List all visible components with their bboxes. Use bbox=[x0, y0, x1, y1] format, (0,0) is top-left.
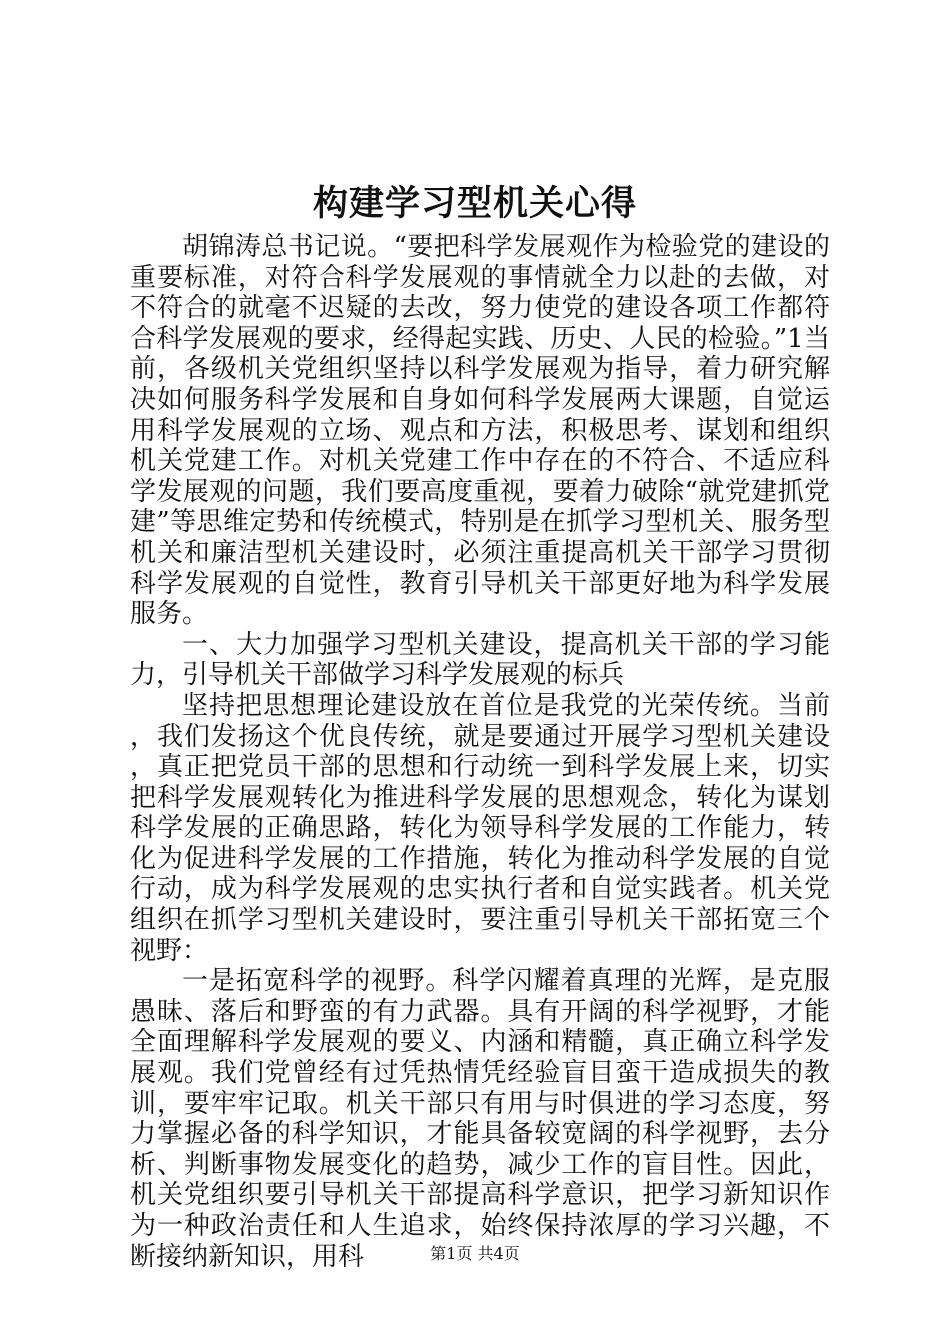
paragraph-theory-building: 坚持把思想理论建设放在首位是我党的光荣传统。当前，我们发扬这个优良传统，就是要通过开展学习型机关建设，真正把党员干部的思想和行动统一到科学发展上来，切实把科学发展观转化为推进科学发展的思想观念，转化为谋划科学发展的正确思路，转化为领导科学发展的工作能力，转化为促进科学发展的工作措施，转化为推动科学发展的自觉行动，成为科学发展观的忠实执行者和自觉实践者。机关党组织在抓学习型机关建设时，要注重引导机关干部拓宽三个视野： bbox=[130, 690, 830, 966]
paragraph-intro: 胡锦涛总书记说。“要把科学发展观作为检验党的建设的重要标准，对符合科学发展观的事情就全力以赴的去做，对不符合的就毫不迟疑的去改，努力使党的建设各项工作都符合科学发展观的要求，经得起实践、历史、人民的检验。”1当前，各级机关党组织坚持以科学发展观为指导，着力研究解决如何服务科学发展和自身如何科学发展两大课题，自觉运用科学发展观的立场、观点和方法，积极思考、谋划和组织机关党建工作。对机关党建工作中存在的不符合、不适应科学发展观的问题，我们要高度重视，要着力破除“就党建抓党建”等思维定势和传统模式，特别是在抓学习型机关、服务型机关和廉洁型机关建设时，必须注重提高机关干部学习贯彻科学发展观的自觉性，教育引导机关干部更好地为科学发展服务。 bbox=[130, 232, 830, 630]
paragraph-science-vision: 一是拓宽科学的视野。科学闪耀着真理的光辉，是克服愚昧、落后和野蛮的有力武器。具有开阔的科学视野，才能全面理解科学发展观的要义、内涵和精髓，真正确立科学发展观。我们党曾经有过凭热情凭经验盲目蛮干造成损失的教训，要牢牢记取。机关干部只有用与时俱进的学习态度，努力掌握必备的科学知识，才能具备较宽阔的科学视野，去分析、判断事物发展变化的趋势，减少工作的盲目性。因此，机关党组织要引导机关干部提高科学意识，把学习新知识作为一种政治责任和人生追求，始终保持浓厚的学习兴趣，不断接纳新知识，用科 bbox=[130, 966, 830, 1272]
paragraph-section-heading: 一、大力加强学习型机关建设，提高机关干部的学习能力，引导机关干部做学习科学发展观的标兵 bbox=[130, 629, 830, 691]
document-title: 构建学习型机关心得 bbox=[312, 183, 637, 224]
document-body bbox=[130, 232, 830, 1272]
page-number-footer: 第1页 共4页 bbox=[430, 1244, 520, 1263]
